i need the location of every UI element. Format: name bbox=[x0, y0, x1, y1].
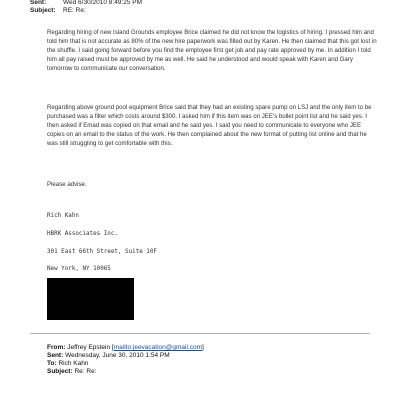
forwarded-sent-row bbox=[47, 352, 170, 360]
forwarded-to-row bbox=[47, 360, 88, 368]
forwarded-to-label: To: bbox=[47, 360, 57, 367]
forwarded-from-name: Jeffrey Epstein [ bbox=[67, 344, 114, 351]
subject-row bbox=[30, 7, 86, 15]
signature-company: HBRK Associates Inc. bbox=[47, 231, 118, 237]
forwarded-from-row bbox=[47, 344, 204, 352]
sent-row bbox=[30, 0, 142, 7]
forwarded-sent-value: Wednesday, June 30, 2010 1:54 PM bbox=[65, 352, 170, 359]
forwarded-subject-value: Re: Re: bbox=[74, 368, 97, 375]
divider-line bbox=[30, 333, 370, 334]
forwarded-to-value: Rich Kahn bbox=[58, 360, 89, 367]
body-paragraph-hiring: Regarding hiring of new Island Grounds employee Brice claimed he did not know the logistics of hiring. I pressed him and told him that is not accurate as 80% of the new hire paperwork was filled out by Karen. He then claimed that this got lost in the shuffle. I said going forward before you find the employee first get job and pay rate approved by me. In addition I told him all pay raised must be approved by me as well. He said he understood and would speak with Karen and Gary tomorrow to communicate our conversation. bbox=[47, 29, 377, 72]
signature-name: Rich Kahn bbox=[47, 213, 79, 219]
redaction-block bbox=[47, 278, 134, 320]
body-paragraph-pool-equipment: Regarding above ground pool equipment Brice said that they had an existing spare pump on LSJ and the only item to be purchased was a filter which costs around $300. I asked him if this item was on JEE's bullet point list and he said yes. I then asked if Emad was copied on that email and he said yes. I said you need to communicate to everyone who JEE copies on an email to the status of the work. He then complained about the new format of putting list online and that he was still struggling to get comfortable with this. bbox=[47, 104, 372, 147]
sent-value: Wed 6/30/2010 8:49:25 PM bbox=[63, 0, 143, 6]
signature-city: New York, NY 10065 bbox=[47, 266, 111, 272]
forwarded-subject-row bbox=[47, 368, 97, 376]
subject-label: Subject: bbox=[30, 7, 56, 14]
signature-address: 301 East 66th Street, Suite 10F bbox=[47, 249, 157, 255]
sent-label: Sent: bbox=[30, 0, 47, 6]
forwarded-sent-label: Sent: bbox=[47, 352, 64, 359]
forwarded-from-end: ] bbox=[201, 344, 204, 351]
subject-value: RE: Re: bbox=[63, 7, 86, 14]
forwarded-from-email-link[interactable]: mailto:jeevacation@gmail.com bbox=[113, 344, 202, 351]
forwarded-from-label: From: bbox=[47, 344, 66, 351]
body-closing: Please advise. bbox=[47, 181, 87, 188]
forwarded-subject-label: Subject: bbox=[47, 368, 73, 375]
